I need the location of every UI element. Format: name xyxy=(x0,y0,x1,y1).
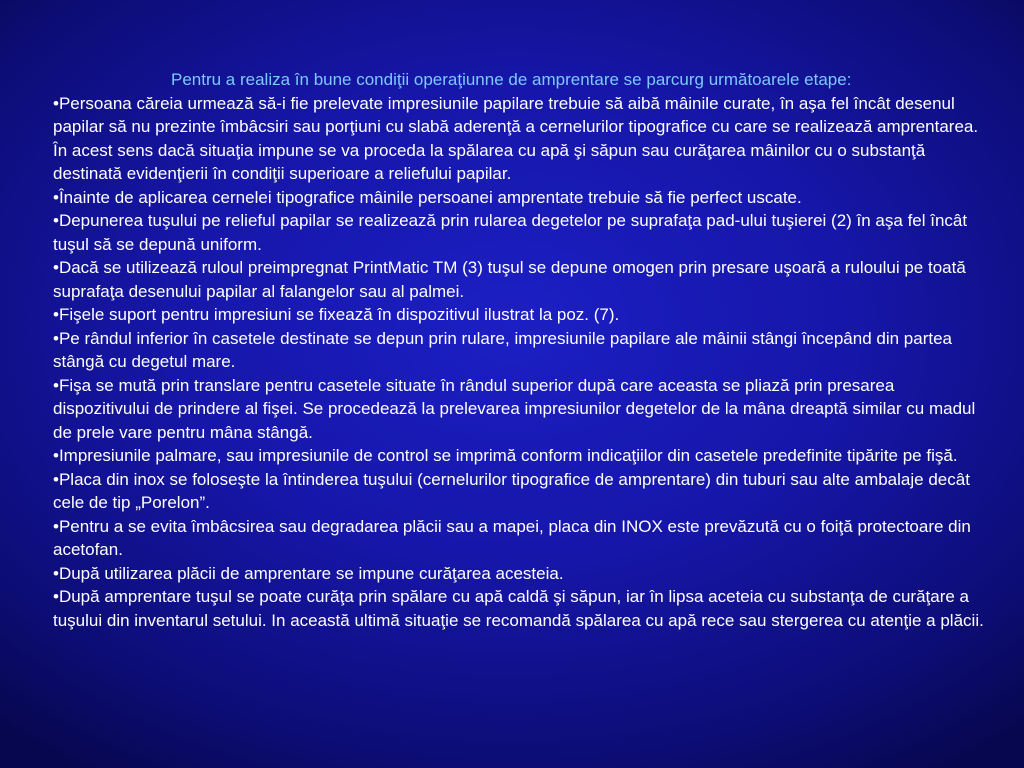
bullet-item: •Pe rândul inferior în casetele destinate se depun prin rulare, impresiunile papilare ale mâinii stângi începând din partea stângă cu degetul mare. xyxy=(53,328,952,371)
bullet-item: •Impresiunile palmare, sau impresiunile de control se imprimă conform indicaţiilor din casetele predefinite tipărite pe fişă. xyxy=(53,446,958,465)
bullet-item: •Fişa se mută prin translare pentru casetele situate în rândul superior după care aceasta se pliază prin presarea dispozitivului de prindere al fişei. Se procedează la prelevarea impresiunilor degetelor de la mâna dreaptă similar cu madul de prele vare pentru mâna stângă. xyxy=(53,375,976,442)
bullet-item: •Dacă se utilizează ruloul preimpregnat PrintMatic TM (3) tuşul se depune omogen prin presare uşoară a ruloului pe toată suprafaţa desenului papilar al falangelor sau al palmei. xyxy=(53,258,966,301)
bullet-item: •Placa din inox se foloseşte la întinderea tuşului (cernelurilor tipografice de amprentare) din tuburi sau alte ambalaje decât cele de tip „Porelon”. xyxy=(53,469,970,512)
bullet-item: •Persoana căreia urmează să-i fie prelevate impresiunile papilare trebuie să aibă mâinile curate, în aşa fel încât desenul papilar să nu prezinte îmbâcsiri sau porţiuni cu slabă aderenţă a cernelurilor tipografice cu care se realizează amprentarea. În acest sens dacă situaţia impune se va proceda la spălarea cu apă şi săpun sau curăţarea mâinilor cu o substanţă destinată evidenţierii în condiţii superioare a reliefului papilar. xyxy=(53,93,979,183)
bullet-item: •Pentru a se evita îmbâcsirea sau degradarea plăcii sau a mapei, placa din INOX este prevăzută cu o foiţă protectoare din acetofan. xyxy=(53,516,971,559)
slide-heading: Pentru a realiza în bune condiţii operaţiunne de amprentare se parcurg următoarele etape: xyxy=(171,70,852,89)
bullet-item: •Înainte de aplicarea cernelei tipografice mâinile persoanei amprentate trebuie să fie perfect uscate. xyxy=(53,187,802,207)
bullet-item: •După amprentare tuşul se poate curăţa prin spălare cu apă caldă şi săpun, iar în lipsa aceteia cu substanţa de curăţare a tuşului din inventarul setului. In această ultimă situaţie se recomandă spălarea cu apă rece sau stergerea cu atenţie a plăcii. xyxy=(53,587,984,630)
slide-content xyxy=(53,68,993,632)
bullet-item: •Depunerea tuşului pe relieful papilar se realizează prin rularea degetelor pe suprafaţa pad-ului tuşierei (2) în aşa fel încât tuşul să se depună uniform. xyxy=(53,211,968,254)
bullet-item: •Fişele suport pentru impresiuni se fixează în dispozitivul ilustrat la poz. (7). xyxy=(53,305,620,324)
bullet-item: •După utilizarea plăcii de amprentare se impune curăţarea acesteia. xyxy=(53,563,564,583)
